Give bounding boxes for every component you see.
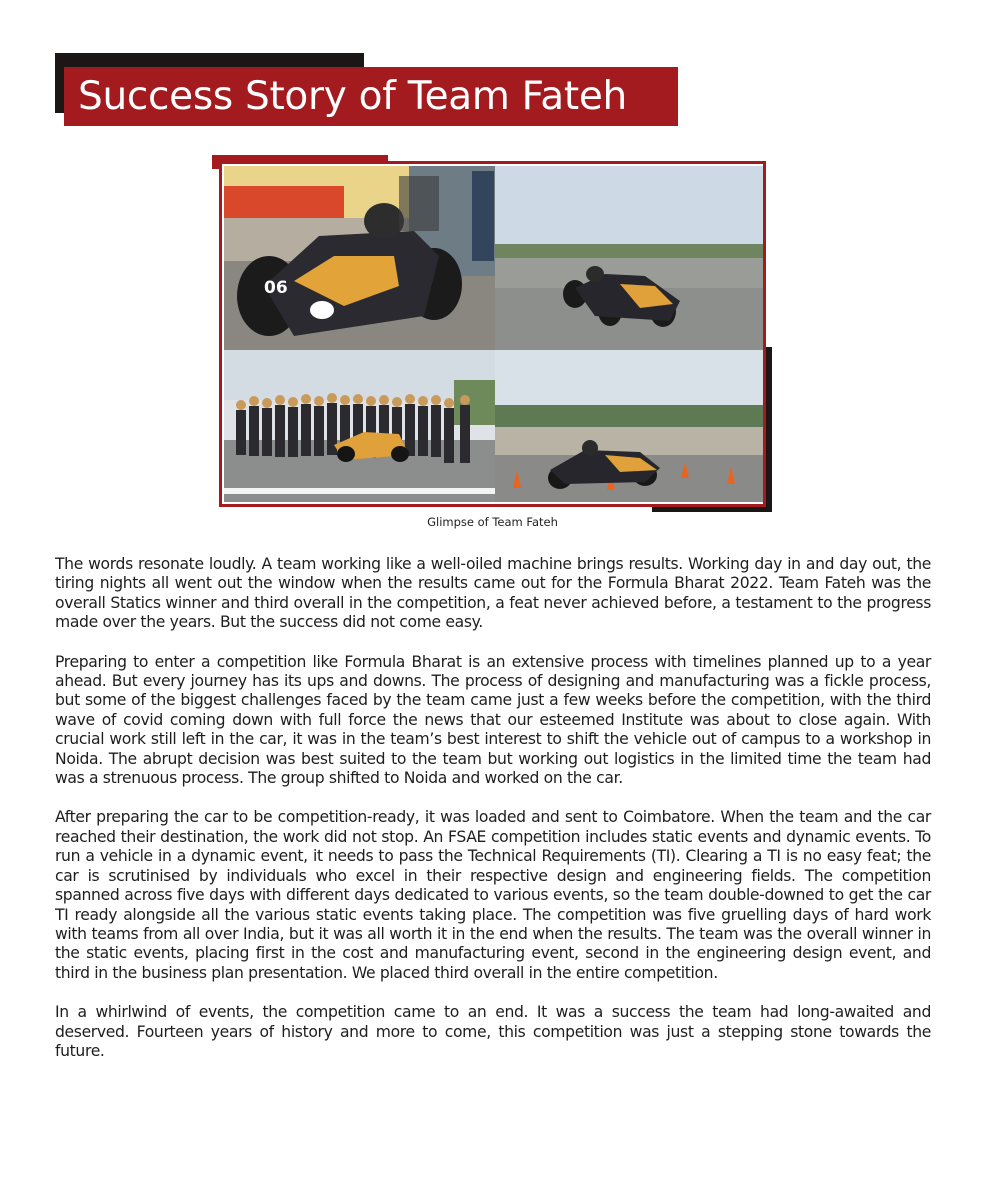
title-banner	[64, 67, 678, 126]
photo-team-group	[224, 350, 495, 502]
car-number-label: 06	[264, 278, 288, 298]
article-paragraph-3: After preparing the car to be competition-ready, it was loaded and sent to Coimbatore. When the team and the car reached their destination, the work did not stop. An FSAE competition includes static events and dynamic events. To run a vehicle in a dynamic event, it needs to pass the Technical Requirements (TI). Clearing a TI is no easy feat; the car is scrutinised by individuals who excel in their respective design and engineering fields. The competition spanned across five days with different days dedicated to various events, so the team double-downed to get the car TI ready alongside all the various static events taking place. The competition was five gruelling days of hard work with teams from all over India, but it was all worth it in the end when the results. The team was the overall winner in the static events, placing first in the cost and manufacturing event, second in the engineering design event, and third in the business plan presentation. We placed third overall in the entire competition.	[55, 808, 931, 982]
photo-car-on-track	[495, 166, 763, 350]
photo-car-closeup	[224, 166, 495, 350]
photo-car-with-cones	[495, 350, 763, 502]
article-paragraph-4: In a whirlwind of events, the competition came to an end. It was a success the team had long-awaited and deserved. Fourteen years of history and more to come, this competition was just a stepping stone towards the future.	[55, 1003, 931, 1060]
figure-caption: Glimpse of Team Fateh	[427, 515, 558, 529]
article-paragraph-1: The words resonate loudly. A team working like a well-oiled machine brings results. Working day in and day out, the tiring nights all went out the window when the results came out for the Formula Bharat 2022. Team Fateh was the overall Statics winner and third overall in the competition, a feat never achieved before, a testament to the progress made over the years. But the success did not come easy.	[55, 555, 931, 632]
article-body	[55, 555, 931, 1081]
page-title: Success Story of Team Fateh	[78, 74, 627, 119]
article-paragraph-2: Preparing to enter a competition like Formula Bharat is an extensive process with timelines planned up to a year ahead. But every journey has its ups and downs. The process of designing and manufacturing was a fickle process, but some of the biggest challenges faced by the team came just a few weeks before the competition, with the third wave of covid coming down with full force the news that our esteemed Institute was about to close again. With crucial work still left in the car, it was in the team’s best interest to shift the vehicle out of campus to a workshop in Noida. The abrupt decision was best suited to the team but working out logistics in the limited time the team had was a strenuous process. The group shifted to Noida and worked on the car.	[55, 652, 931, 788]
photo-collage	[219, 161, 766, 507]
